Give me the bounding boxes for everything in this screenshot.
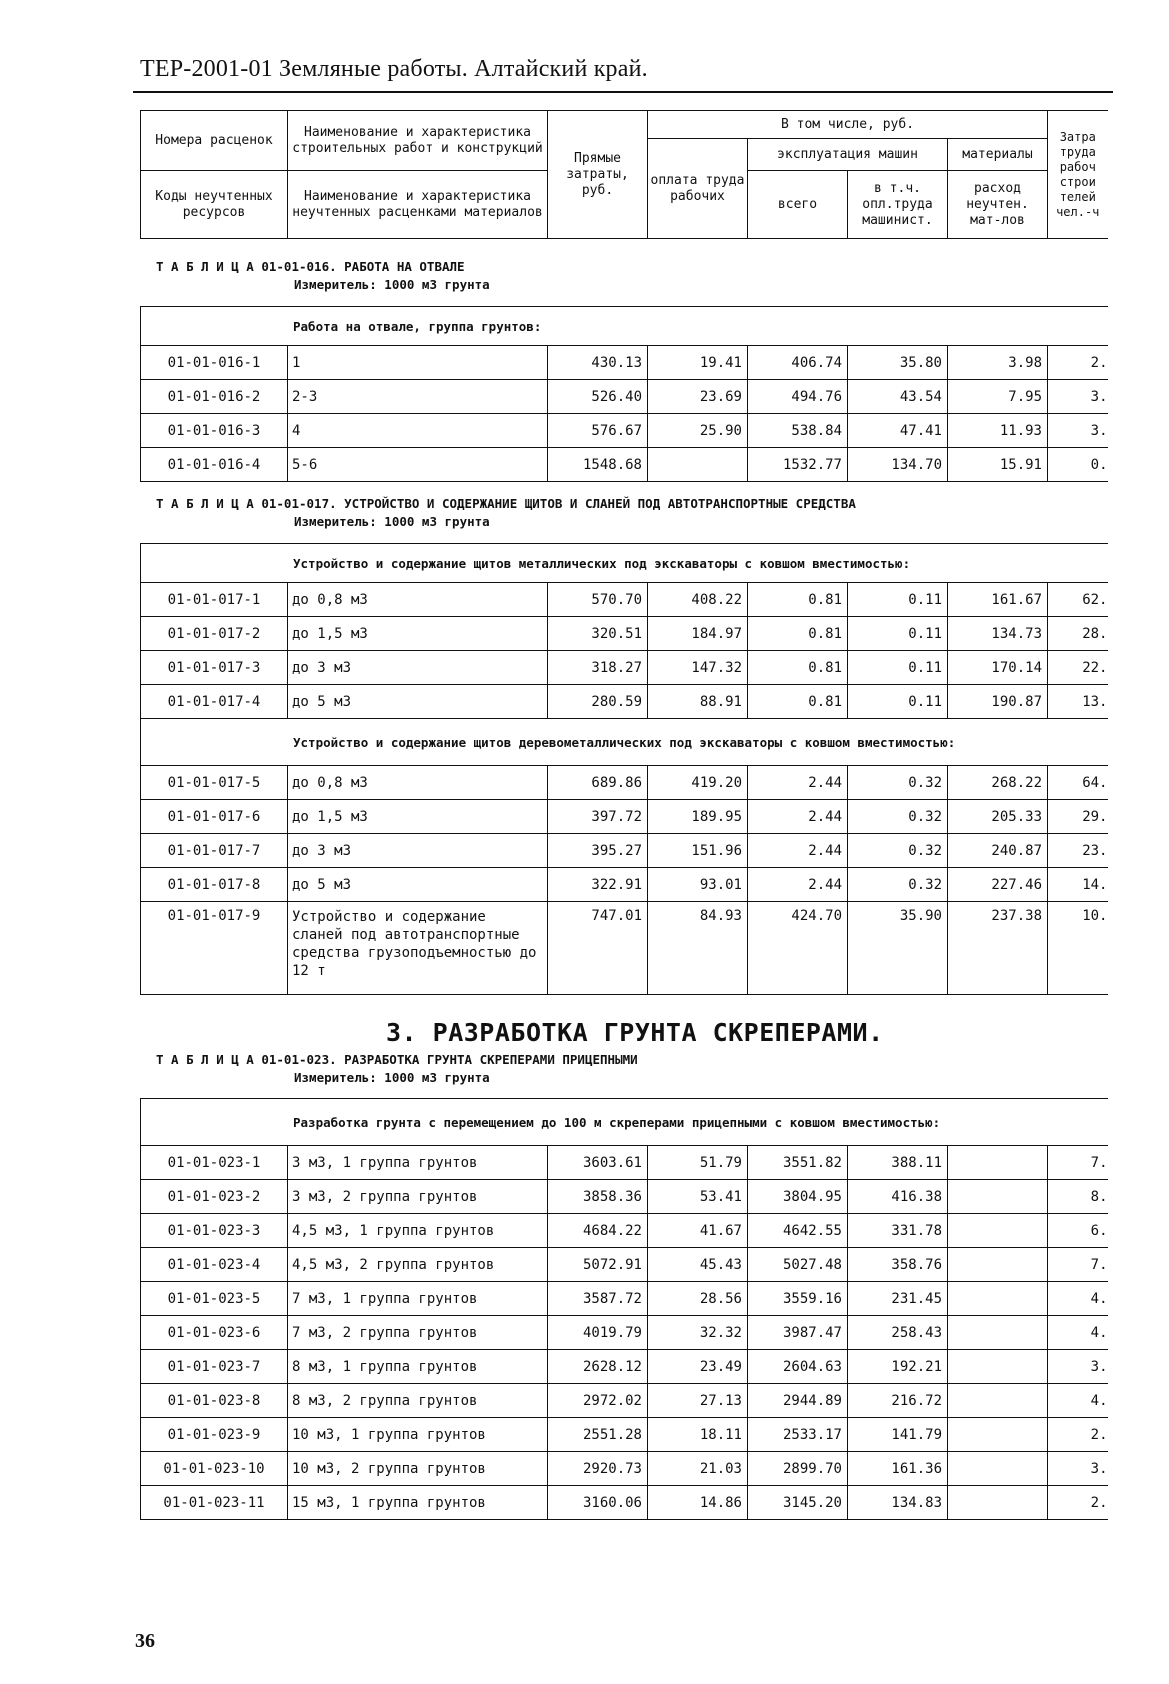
direct-costs-cell: 4019.79 (548, 1316, 648, 1350)
machines-cell: 0.81 (748, 617, 848, 651)
machines-cell: 3987.47 (748, 1316, 848, 1350)
materials-cell: 170.14 (948, 651, 1048, 685)
machines-cell: 2899.70 (748, 1452, 848, 1486)
direct-costs-cell: 747.01 (548, 902, 648, 995)
operators-pay-cell: 35.80 (848, 346, 948, 380)
col-header-materials: материалы (948, 139, 1048, 171)
rate-code-cell: 01-01-023-7 (141, 1350, 288, 1384)
work-name-cell: 3 м3, 1 группа грунтов (288, 1146, 548, 1180)
labor-pay-cell: 18.11 (648, 1418, 748, 1452)
machines-cell: 2533.17 (748, 1418, 848, 1452)
operators-pay-cell: 0.11 (848, 651, 948, 685)
col-header-codes: Номера расценок (141, 111, 288, 171)
machines-cell: 0.81 (748, 651, 848, 685)
group-header: Устройство и содержание щитов деревометаллических под экскаваторы с ковшом вместимостью: (141, 719, 1108, 766)
work-name-cell: 7 м3, 2 группа грунтов (288, 1316, 548, 1350)
labor-costs-cell: 7. (1048, 1146, 1108, 1180)
operators-pay-cell: 0.11 (848, 685, 948, 719)
materials-cell (948, 1418, 1048, 1452)
col-header-material-names: Наименование и характеристика неучтенных расценками материалов (288, 171, 548, 239)
group-header: Устройство и содержание щитов металлических под экскаваторы с ковшом вместимостью: (141, 544, 1108, 583)
header-rule (133, 91, 1113, 93)
work-name-cell: до 5 м3 (288, 685, 548, 719)
table-017-caption: Т А Б Л И Ц А 01-01-017. УСТРОЙСТВО И СОДЕРЖАНИЕ ЩИТОВ И СЛАНЕЙ ПОД АВТОТРАНСПОРТНЫЕ СРЕДСТВА (156, 496, 856, 511)
machines-cell: 3551.82 (748, 1146, 848, 1180)
operators-pay-cell: 161.36 (848, 1452, 948, 1486)
rate-code-cell: 01-01-017-5 (141, 766, 288, 800)
materials-cell: 3.98 (948, 346, 1048, 380)
machines-cell: 3804.95 (748, 1180, 848, 1214)
operators-pay-cell: 0.32 (848, 834, 948, 868)
labor-costs-cell: 0. (1048, 448, 1108, 482)
table-row (141, 346, 1108, 380)
table-row (141, 1214, 1108, 1248)
materials-cell: 7.95 (948, 380, 1048, 414)
table-row (141, 1316, 1108, 1350)
operators-pay-cell: 134.83 (848, 1486, 948, 1520)
group-header-row (141, 719, 1108, 766)
labor-costs-cell: 62. (1048, 583, 1108, 617)
operators-pay-cell: 134.70 (848, 448, 948, 482)
table-017-meter: Измеритель: 1000 м3 грунта (294, 514, 490, 529)
labor-pay-cell: 32.32 (648, 1316, 748, 1350)
labor-pay-cell: 41.67 (648, 1214, 748, 1248)
materials-cell (948, 1214, 1048, 1248)
rate-code-cell: 01-01-023-9 (141, 1418, 288, 1452)
labor-pay-cell: 21.03 (648, 1452, 748, 1486)
table-row (141, 1486, 1108, 1520)
labor-costs-cell: 14. (1048, 868, 1108, 902)
materials-cell (948, 1248, 1048, 1282)
materials-cell: 240.87 (948, 834, 1048, 868)
work-name-cell: 7 м3, 1 группа грунтов (288, 1282, 548, 1316)
machines-cell: 2604.63 (748, 1350, 848, 1384)
work-name-cell: 4,5 м3, 1 группа грунтов (288, 1214, 548, 1248)
table-row (141, 1452, 1108, 1486)
labor-costs-cell: 4. (1048, 1282, 1108, 1316)
table-row (141, 448, 1108, 482)
labor-pay-cell: 151.96 (648, 834, 748, 868)
labor-pay-cell: 88.91 (648, 685, 748, 719)
table-row (141, 617, 1108, 651)
rate-code-cell: 01-01-016-1 (141, 346, 288, 380)
rate-code-cell: 01-01-016-3 (141, 414, 288, 448)
table-row (141, 1146, 1108, 1180)
work-name-cell: до 1,5 м3 (288, 617, 548, 651)
materials-cell: 227.46 (948, 868, 1048, 902)
column-header-table (140, 110, 1108, 239)
direct-costs-cell: 318.27 (548, 651, 648, 685)
labor-pay-cell: 408.22 (648, 583, 748, 617)
rate-code-cell: 01-01-023-10 (141, 1452, 288, 1486)
table-023-meter: Измеритель: 1000 м3 грунта (294, 1070, 490, 1085)
direct-costs-cell: 576.67 (548, 414, 648, 448)
operators-pay-cell: 35.90 (848, 902, 948, 995)
labor-pay-cell: 45.43 (648, 1248, 748, 1282)
direct-costs-cell: 1548.68 (548, 448, 648, 482)
labor-pay-cell: 419.20 (648, 766, 748, 800)
work-name-cell: 4,5 м3, 2 группа грунтов (288, 1248, 548, 1282)
labor-pay-cell: 51.79 (648, 1146, 748, 1180)
col-header-name: Наименование и характеристика строительных работ и конструкций (288, 111, 548, 171)
table-row (141, 414, 1108, 448)
labor-costs-cell: 4. (1048, 1316, 1108, 1350)
table-row (141, 380, 1108, 414)
direct-costs-cell: 526.40 (548, 380, 648, 414)
operators-pay-cell: 0.32 (848, 800, 948, 834)
labor-pay-cell (648, 448, 748, 482)
machines-cell: 494.76 (748, 380, 848, 414)
rate-code-cell: 01-01-023-6 (141, 1316, 288, 1350)
table-023 (140, 1098, 1108, 1520)
rate-code-cell: 01-01-017-3 (141, 651, 288, 685)
machines-cell: 424.70 (748, 902, 848, 995)
rate-code-cell: 01-01-023-2 (141, 1180, 288, 1214)
rate-code-cell: 01-01-023-11 (141, 1486, 288, 1520)
work-name-cell: 1 (288, 346, 548, 380)
group-header: Разработка грунта с перемещением до 100 м скреперами прицепными с ковшом вместимостью: (141, 1099, 1108, 1146)
operators-pay-cell: 0.11 (848, 617, 948, 651)
labor-pay-cell: 53.41 (648, 1180, 748, 1214)
work-name-cell: 2-3 (288, 380, 548, 414)
labor-pay-cell: 14.86 (648, 1486, 748, 1520)
table-row (141, 583, 1108, 617)
machines-cell: 0.81 (748, 583, 848, 617)
col-header-operators: в т.ч. опл.труда машинист. (848, 171, 948, 239)
labor-costs-cell: 28. (1048, 617, 1108, 651)
work-name-cell: Устройство и содержание сланей под автотранспортные средства грузоподъемностью до 12 т (288, 902, 548, 995)
work-name-cell: до 0,8 м3 (288, 583, 548, 617)
col-header-machine-op: эксплуатация машин (748, 139, 948, 171)
work-name-cell: 10 м3, 2 группа грунтов (288, 1452, 548, 1486)
table-row (141, 1282, 1108, 1316)
materials-cell (948, 1180, 1048, 1214)
group-header-row (141, 544, 1108, 583)
page-header: ТЕР-2001-01 Земляные работы. Алтайский край. (140, 56, 648, 82)
col-header-labor-costs: Затра труда рабоч строи телей чел.-ч (1048, 111, 1108, 239)
direct-costs-cell: 430.13 (548, 346, 648, 380)
rate-code-cell: 01-01-016-2 (141, 380, 288, 414)
work-name-cell: до 1,5 м3 (288, 800, 548, 834)
direct-costs-cell: 570.70 (548, 583, 648, 617)
labor-costs-cell: 29. (1048, 800, 1108, 834)
labor-costs-cell: 7. (1048, 1248, 1108, 1282)
table-row (141, 1418, 1108, 1452)
operators-pay-cell: 0.32 (848, 766, 948, 800)
rate-code-cell: 01-01-023-8 (141, 1384, 288, 1418)
work-name-cell: 8 м3, 1 группа грунтов (288, 1350, 548, 1384)
materials-cell: 205.33 (948, 800, 1048, 834)
machines-cell: 5027.48 (748, 1248, 848, 1282)
labor-costs-cell: 3. (1048, 380, 1108, 414)
operators-pay-cell: 43.54 (848, 380, 948, 414)
rate-code-cell: 01-01-023-1 (141, 1146, 288, 1180)
group-header-row (141, 307, 1108, 346)
col-header-total: всего (748, 171, 848, 239)
direct-costs-cell: 2628.12 (548, 1350, 648, 1384)
materials-cell: 134.73 (948, 617, 1048, 651)
col-header-labor-pay: оплата труда рабочих (648, 139, 748, 239)
labor-costs-cell: 2. (1048, 346, 1108, 380)
machines-cell: 2.44 (748, 800, 848, 834)
col-header-including: В том числе, руб. (648, 111, 1048, 139)
materials-cell: 190.87 (948, 685, 1048, 719)
table-016-meter: Измеритель: 1000 м3 грунта (294, 277, 490, 292)
table-row (141, 1248, 1108, 1282)
machines-cell: 2.44 (748, 868, 848, 902)
table-row (141, 834, 1108, 868)
machines-cell: 2.44 (748, 834, 848, 868)
work-name-cell: 5-6 (288, 448, 548, 482)
rate-code-cell: 01-01-017-2 (141, 617, 288, 651)
machines-cell: 538.84 (748, 414, 848, 448)
labor-costs-cell: 8. (1048, 1180, 1108, 1214)
table-row (141, 868, 1108, 902)
rate-code-cell: 01-01-023-3 (141, 1214, 288, 1248)
col-header-direct-costs: Прямые затраты, руб. (548, 111, 648, 239)
operators-pay-cell: 216.72 (848, 1384, 948, 1418)
materials-cell (948, 1384, 1048, 1418)
materials-cell (948, 1452, 1048, 1486)
labor-pay-cell: 25.90 (648, 414, 748, 448)
labor-costs-cell: 13. (1048, 685, 1108, 719)
machines-cell: 0.81 (748, 685, 848, 719)
direct-costs-cell: 5072.91 (548, 1248, 648, 1282)
section-heading: 3. РАЗРАБОТКА ГРУНТА СКРЕПЕРАМИ. (386, 1018, 884, 1047)
page-number: 36 (135, 1630, 155, 1652)
table-row (141, 800, 1108, 834)
direct-costs-cell: 4684.22 (548, 1214, 648, 1248)
table-row (141, 651, 1108, 685)
operators-pay-cell: 388.11 (848, 1146, 948, 1180)
machines-cell: 2.44 (748, 766, 848, 800)
labor-pay-cell: 184.97 (648, 617, 748, 651)
table-row (141, 766, 1108, 800)
direct-costs-cell: 2972.02 (548, 1384, 648, 1418)
group-header: Работа на отвале, группа грунтов: (141, 307, 1108, 346)
materials-cell: 268.22 (948, 766, 1048, 800)
table-row (141, 685, 1108, 719)
work-name-cell: 10 м3, 1 группа грунтов (288, 1418, 548, 1452)
materials-cell: 237.38 (948, 902, 1048, 995)
machines-cell: 406.74 (748, 346, 848, 380)
labor-pay-cell: 93.01 (648, 868, 748, 902)
operators-pay-cell: 258.43 (848, 1316, 948, 1350)
machines-cell: 3145.20 (748, 1486, 848, 1520)
machines-cell: 2944.89 (748, 1384, 848, 1418)
table-row (141, 1350, 1108, 1384)
table-017 (140, 543, 1108, 995)
rate-code-cell: 01-01-023-5 (141, 1282, 288, 1316)
labor-costs-cell: 4. (1048, 1384, 1108, 1418)
direct-costs-cell: 322.91 (548, 868, 648, 902)
work-name-cell: до 5 м3 (288, 868, 548, 902)
labor-pay-cell: 27.13 (648, 1384, 748, 1418)
labor-pay-cell: 84.93 (648, 902, 748, 995)
work-name-cell: до 3 м3 (288, 651, 548, 685)
machines-cell: 1532.77 (748, 448, 848, 482)
labor-costs-cell: 2. (1048, 1418, 1108, 1452)
direct-costs-cell: 3858.36 (548, 1180, 648, 1214)
materials-cell (948, 1146, 1048, 1180)
table-row (141, 1180, 1108, 1214)
direct-costs-cell: 280.59 (548, 685, 648, 719)
materials-cell: 161.67 (948, 583, 1048, 617)
direct-costs-cell: 3603.61 (548, 1146, 648, 1180)
direct-costs-cell: 3587.72 (548, 1282, 648, 1316)
rate-code-cell: 01-01-017-7 (141, 834, 288, 868)
labor-pay-cell: 23.69 (648, 380, 748, 414)
direct-costs-cell: 320.51 (548, 617, 648, 651)
operators-pay-cell: 416.38 (848, 1180, 948, 1214)
col-header-unaccounted: расход неучтен. мат-лов (948, 171, 1048, 239)
labor-pay-cell: 147.32 (648, 651, 748, 685)
rate-code-cell: 01-01-017-9 (141, 902, 288, 995)
work-name-cell: 15 м3, 1 группа грунтов (288, 1486, 548, 1520)
materials-cell: 15.91 (948, 448, 1048, 482)
rate-code-cell: 01-01-017-8 (141, 868, 288, 902)
table-row (141, 1384, 1108, 1418)
table-023-caption: Т А Б Л И Ц А 01-01-023. РАЗРАБОТКА ГРУНТА СКРЕПЕРАМИ ПРИЦЕПНЫМИ (156, 1052, 638, 1067)
labor-pay-cell: 28.56 (648, 1282, 748, 1316)
labor-costs-cell: 22. (1048, 651, 1108, 685)
labor-costs-cell: 64. (1048, 766, 1108, 800)
operators-pay-cell: 141.79 (848, 1418, 948, 1452)
labor-costs-cell: 6. (1048, 1214, 1108, 1248)
rate-code-cell: 01-01-017-1 (141, 583, 288, 617)
direct-costs-cell: 2920.73 (548, 1452, 648, 1486)
labor-costs-cell: 3. (1048, 1350, 1108, 1384)
rate-code-cell: 01-01-023-4 (141, 1248, 288, 1282)
group-header-row (141, 1099, 1108, 1146)
operators-pay-cell: 192.21 (848, 1350, 948, 1384)
materials-cell (948, 1486, 1048, 1520)
rate-code-cell: 01-01-017-4 (141, 685, 288, 719)
direct-costs-cell: 3160.06 (548, 1486, 648, 1520)
operators-pay-cell: 0.32 (848, 868, 948, 902)
labor-pay-cell: 19.41 (648, 346, 748, 380)
labor-costs-cell: 3. (1048, 1452, 1108, 1486)
labor-pay-cell: 189.95 (648, 800, 748, 834)
labor-pay-cell: 23.49 (648, 1350, 748, 1384)
work-name-cell: 4 (288, 414, 548, 448)
direct-costs-cell: 395.27 (548, 834, 648, 868)
work-name-cell: до 3 м3 (288, 834, 548, 868)
operators-pay-cell: 47.41 (848, 414, 948, 448)
labor-costs-cell: 10. (1048, 902, 1108, 995)
col-header-resource-codes: Коды неучтенных ресурсов (141, 171, 288, 239)
operators-pay-cell: 358.76 (848, 1248, 948, 1282)
materials-cell (948, 1350, 1048, 1384)
table-023-title (156, 1051, 638, 1087)
machines-cell: 3559.16 (748, 1282, 848, 1316)
materials-cell (948, 1316, 1048, 1350)
materials-cell: 11.93 (948, 414, 1048, 448)
direct-costs-cell: 397.72 (548, 800, 648, 834)
rate-code-cell: 01-01-016-4 (141, 448, 288, 482)
rate-code-cell: 01-01-017-6 (141, 800, 288, 834)
operators-pay-cell: 331.78 (848, 1214, 948, 1248)
labor-costs-cell: 23. (1048, 834, 1108, 868)
work-name-cell: до 0,8 м3 (288, 766, 548, 800)
labor-costs-cell: 2. (1048, 1486, 1108, 1520)
table-017-title (156, 495, 856, 531)
work-name-cell: 8 м3, 2 группа грунтов (288, 1384, 548, 1418)
table-016-caption: Т А Б Л И Ц А 01-01-016. РАБОТА НА ОТВАЛЕ (156, 259, 465, 274)
direct-costs-cell: 689.86 (548, 766, 648, 800)
operators-pay-cell: 231.45 (848, 1282, 948, 1316)
labor-costs-cell: 3. (1048, 414, 1108, 448)
materials-cell (948, 1282, 1048, 1316)
work-name-cell: 3 м3, 2 группа грунтов (288, 1180, 548, 1214)
table-row (141, 902, 1108, 995)
table-016 (140, 306, 1108, 482)
operators-pay-cell: 0.11 (848, 583, 948, 617)
machines-cell: 4642.55 (748, 1214, 848, 1248)
table-016-title (156, 258, 490, 294)
direct-costs-cell: 2551.28 (548, 1418, 648, 1452)
